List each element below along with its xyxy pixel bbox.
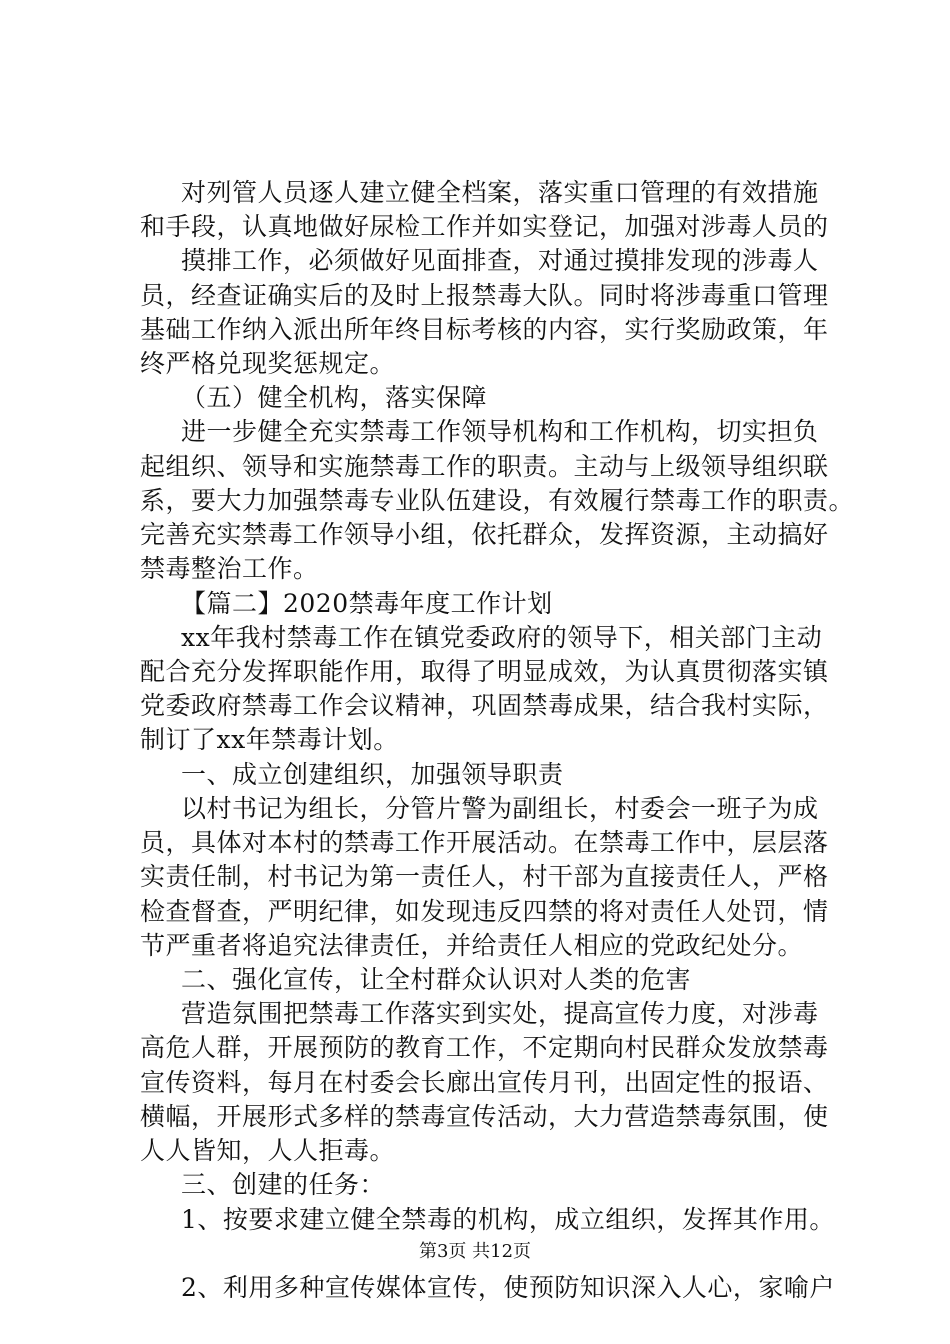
text-line: 配合充分发挥职能作用，取得了明显成效，为认真贯彻落实镇 [140,657,829,686]
text-line: 基础工作纳入派出所年终目标考核的内容，实行奖励政策，年 [140,315,829,344]
text-line: 员，具体对本村的禁毒工作开展活动。在禁毒工作中，层层落 [140,828,829,857]
text-line: 2、利用多种宣传媒体宣传，使预防知识深入人心，家喻户 [181,1273,835,1302]
text-line: 以村书记为组长，分管片警为副组长，村委会一班子为成 [181,794,819,823]
text-line: 高危人群，开展预防的教育工作，不定期向村民群众发放禁毒 [140,1033,829,1062]
section-heading: 三、创建的任务： [181,1170,386,1199]
section-heading: 二、强化宣传，让全村群众认识对人类的危害 [181,965,692,994]
text-line: 党委政府禁毒工作会议精神，巩固禁毒成果，结合我村实际， [140,691,829,720]
article-heading: 【篇二】2020禁毒年度工作计划 [181,589,553,618]
text-line: 禁毒整治工作。 [140,554,319,583]
text-line: 1、按要求建立健全禁毒的机构，成立组织，发挥其作用。 [181,1205,835,1234]
text-line: 横幅，开展形式多样的禁毒宣传活动，大力营造禁毒氛围，使 [140,1102,829,1131]
text-line: 和手段，认真地做好尿检工作并如实登记，加强对涉毒人员的 [140,212,829,241]
text-line: 检查督查，严明纪律，如发现违反四禁的将对责任人处罚，情 [140,897,829,926]
text-line: 节严重者将追究法律责任，并给责任人相应的党政纪处分。 [140,931,804,960]
text-line: xx年我村禁毒工作在镇党委政府的领导下，相关部门主动 [181,623,823,652]
text-line: 营造氛围把禁毒工作落实到实处，提高宣传力度，对涉毒 [181,999,819,1028]
page-number: 第3页 共12页 [418,1241,532,1262]
text-line: 宣传资料，每月在村委会长廊出宣传月刊，出固定性的报语、 [140,1068,829,1097]
text-line: 系，要大力加强禁毒专业队伍建设，有效履行禁毒工作的职责。 [140,486,855,515]
text-line: 完善充实禁毒工作领导小组，依托群众，发挥资源，主动搞好 [140,520,829,549]
text-line: 员，经查证确实后的及时上报禁毒大队。同时将涉毒重口管理 [140,281,829,310]
text-line: 制订了xx年禁毒计划。 [140,725,399,754]
text-line: 进一步健全充实禁毒工作领导机构和工作机构，切实担负 [181,417,819,446]
text-line: 实责任制，村书记为第一责任人，村干部为直接责任人，严格 [140,862,829,891]
text-line: 起组织、领导和实施禁毒工作的职责。主动与上级领导组织联 [140,452,829,481]
text-line: 对列管人员逐人建立健全档案，落实重口管理的有效措施 [181,178,819,207]
text-line: 摸排工作，必须做好见面排查，对通过摸排发现的涉毒人 [181,246,819,275]
section-heading: （五）健全机构，落实保障 [181,383,488,412]
section-heading: 一、成立创建组织，加强领导职责 [181,760,564,789]
text-line: 终严格兑现奖惩规定。 [140,349,396,378]
text-line: 人人皆知，人人拒毒。 [140,1136,396,1165]
